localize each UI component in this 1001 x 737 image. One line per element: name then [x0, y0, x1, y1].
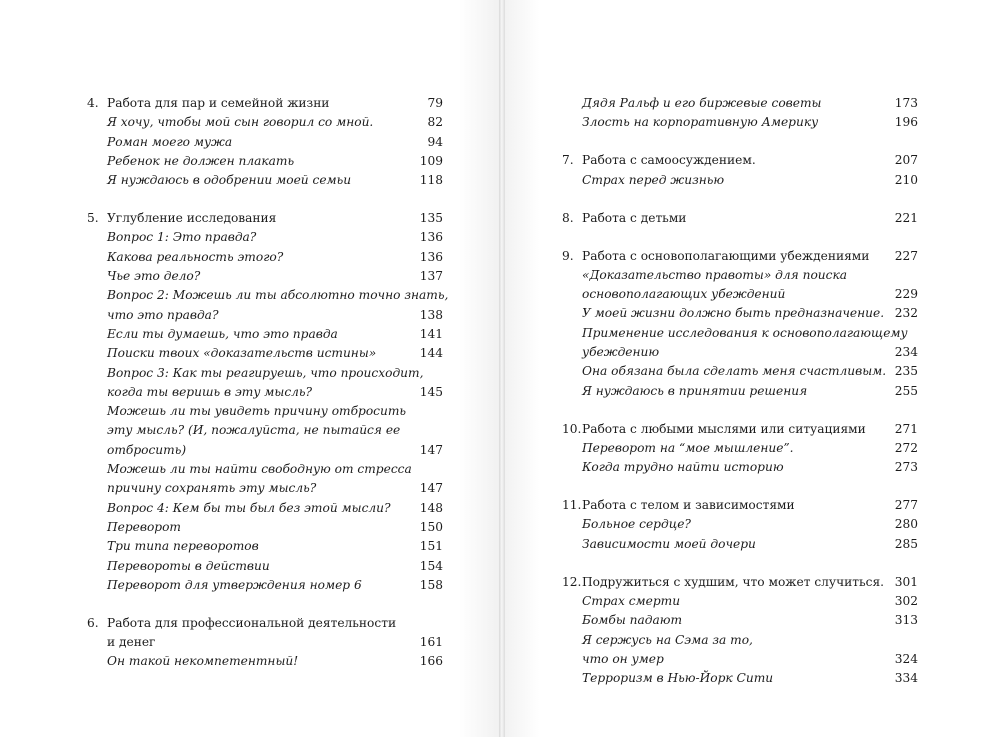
page-number: 235 [894, 364, 918, 379]
page-number: 161 [419, 635, 443, 650]
page-number: 301 [894, 574, 918, 589]
page-number: 227 [894, 248, 918, 263]
sub-entry-title: Она обязана была сделать меня счастливым. [582, 364, 887, 379]
sub-entry-title: Вопрос 3: Как ты реагируешь, что происходит, [107, 365, 424, 380]
dot-leader [759, 151, 892, 161]
toc-chapter-line [562, 209, 918, 228]
toc-sub-entry-line [87, 421, 443, 440]
page-number: 141 [419, 326, 443, 341]
chapter-number: 9. [562, 248, 574, 263]
page-number: 118 [419, 173, 443, 188]
dot-leader [667, 650, 892, 660]
sub-entry-title: Переворот на “мое мышление”. [582, 440, 794, 455]
sub-entry-title: Он такой некомпетентный! [107, 654, 299, 669]
dot-leader [776, 669, 892, 679]
chapter-number: 5. [87, 211, 99, 226]
toc-chapter [562, 573, 918, 689]
dot-leader [273, 557, 417, 567]
dot-leader [810, 382, 892, 392]
dot-leader [262, 537, 417, 547]
page-number: 136 [419, 230, 443, 245]
sub-entry-title: эту мысль? (И, пожалуйста, не пытайся ее [107, 423, 401, 438]
dot-leader [394, 499, 417, 509]
page-number: 271 [894, 421, 918, 436]
dot-leader [376, 113, 420, 123]
page-number: 148 [419, 500, 443, 515]
dot-leader [694, 515, 892, 525]
dot-leader [158, 633, 416, 643]
chapter-title: Работа с телом и зависимостями [582, 498, 795, 513]
sub-entry-title: Перевороты в действии [107, 558, 270, 573]
dot-leader [341, 325, 417, 335]
toc-sub-entry-line [562, 631, 918, 650]
page-number: 138 [419, 307, 443, 322]
chapter-title: и денег [107, 635, 156, 650]
toc-sub-entry-line [562, 94, 918, 113]
toc-chapter-line [562, 247, 918, 266]
toc-chapter-line [87, 94, 443, 113]
dot-leader [787, 458, 892, 468]
sub-entry-title: Ребенок не должен плакать [107, 153, 295, 168]
toc-sub-entry-line [87, 518, 443, 537]
page-number: 135 [419, 211, 443, 226]
page-number: 234 [894, 345, 918, 360]
dot-leader [379, 344, 417, 354]
toc-chapter-line [562, 496, 918, 515]
page-number: 136 [419, 249, 443, 264]
chapter-title: Работа с детьми [582, 210, 687, 225]
dot-leader [315, 383, 417, 393]
toc-sub-entry-line [562, 592, 918, 611]
toc-sub-entry-line [562, 362, 918, 381]
dot-leader [821, 113, 892, 123]
page-number: 196 [894, 115, 918, 130]
page-number: 232 [894, 306, 918, 321]
toc-chapter [562, 209, 918, 228]
toc-sub-entry-line [87, 344, 443, 363]
toc-chapter-line [87, 209, 443, 228]
sub-entry-title: Когда трудно найти историю [582, 460, 784, 475]
chapter-title: Углубление исследования [107, 211, 277, 226]
toc-sub-entry-line [562, 458, 918, 477]
toc-sub-entry-line [562, 304, 918, 323]
toc-sub-entry-line [87, 460, 443, 479]
sub-entry-title: Переворот для утверждения номер 6 [107, 577, 362, 592]
sub-entry-title: Вопрос 4: Кем бы ты был без этой мысли? [107, 500, 391, 515]
page-number: 273 [894, 460, 918, 475]
sub-entry-title: Переворот [107, 519, 181, 534]
toc-sub-entry-line [87, 306, 443, 325]
sub-entry-title: Бомбы падают [582, 613, 683, 628]
page-number: 94 [427, 134, 443, 149]
sub-entry-title: Поиски твоих «доказательств истины» [107, 346, 377, 361]
toc-sub-entry-line [87, 267, 443, 286]
dot-leader [797, 439, 892, 449]
toc-sub-entry-line [87, 325, 443, 344]
page-number: 154 [419, 558, 443, 573]
dot-leader [203, 267, 416, 277]
dot-leader [759, 535, 892, 545]
dot-leader [184, 518, 417, 528]
toc-sub-entry-line [87, 228, 443, 247]
page-number: 158 [419, 577, 443, 592]
sub-entry-title: Я сержусь на Сэма за то, [582, 632, 753, 647]
page-number: 147 [419, 442, 443, 457]
chapter-title: Работа с любыми мыслями или ситуациями [582, 421, 866, 436]
sub-entry-title: Можешь ли ты найти свободную от стресса [107, 462, 412, 477]
page-number: 166 [419, 654, 443, 669]
sub-entry-title: отбросить) [107, 442, 187, 457]
dot-leader [887, 304, 892, 314]
dot-leader [221, 306, 416, 316]
toc-chapter [87, 209, 449, 595]
page-number: 151 [419, 539, 443, 554]
dot-leader [279, 209, 416, 219]
chapter-title: Работа с основополагающими убеждениями [582, 248, 870, 263]
dot-leader [788, 285, 891, 295]
page-number: 277 [894, 498, 918, 513]
sub-entry-title: «Доказательство правоты» для поиска [582, 267, 848, 282]
toc-sub-entry-line [87, 652, 443, 671]
toc-sub-entry-line [87, 248, 443, 267]
toc-sub-entry-line [562, 439, 918, 458]
toc-chapter [562, 151, 918, 190]
toc-sub-entry-line [562, 285, 918, 304]
sub-entry-title: основополагающих убеждений [582, 287, 786, 302]
dot-leader [872, 247, 891, 257]
sub-entry-title: Я хочу, чтобы мой сын говорил со мной. [107, 115, 374, 130]
sub-entry-title: убеждению [582, 345, 660, 360]
sub-entry-title: Зависимости моей дочери [582, 536, 756, 551]
sub-entry-title: что это правда? [107, 307, 219, 322]
page-number: 229 [894, 287, 918, 302]
toc-chapter [562, 496, 918, 554]
page-number: 207 [894, 153, 918, 168]
page-number: 144 [419, 346, 443, 361]
toc-sub-entry-line [562, 535, 918, 554]
toc-sub-entry-line [87, 113, 443, 132]
page-number: 137 [419, 269, 443, 284]
page-number: 324 [894, 651, 918, 666]
sub-entry-title: Страх перед жизнью [582, 172, 725, 187]
toc-sub-entry-line [87, 441, 443, 460]
dot-leader [869, 420, 892, 430]
dot-leader [685, 611, 892, 621]
toc-chapter-line [87, 633, 443, 652]
sub-entry-title: Вопрос 1: Это правда? [107, 230, 257, 245]
sub-entry-title: Больное сердце? [582, 517, 691, 532]
toc-sub-entry-line [562, 382, 918, 401]
toc-sub-entry-line [562, 113, 918, 132]
page-number: 150 [419, 519, 443, 534]
dot-leader [189, 441, 417, 451]
toc-chapter [87, 614, 443, 672]
page-number: 79 [427, 96, 443, 110]
sub-entry-title: когда ты веришь в эту мысль? [107, 384, 313, 399]
toc-sub-entry-line [87, 499, 443, 518]
sub-entry-title: Если ты думаешь, что это правда [107, 326, 338, 341]
toc-sub-entry-line [87, 152, 443, 171]
page-number: 302 [894, 594, 918, 609]
chapter-title: Подружиться с худшим, что может случиться. [582, 574, 885, 589]
sub-entry-title: Три типа переворотов [107, 539, 259, 554]
dot-leader [259, 228, 416, 238]
chapter-number: 8. [562, 210, 574, 225]
page-number: 272 [894, 440, 918, 455]
toc-chapter-line [87, 614, 443, 633]
page-number: 280 [894, 517, 918, 532]
toc-sub-entry-line [562, 611, 918, 630]
sub-entry-title: что он умер [582, 651, 664, 666]
toc-sub-entry-line [562, 669, 918, 688]
page-number: 82 [427, 115, 443, 130]
toc-chapter-line [562, 573, 918, 592]
toc-sub-entry-line [87, 171, 443, 190]
toc-sub-entry-line [87, 402, 443, 421]
page-number: 145 [419, 384, 443, 399]
chapter-number: 10. [562, 421, 582, 436]
toc-sub-entry-line [87, 557, 443, 576]
page-number: 285 [894, 536, 918, 551]
sub-entry-title: Роман моего мужа [107, 134, 233, 149]
chapter-number: 6. [87, 615, 99, 630]
toc-sub-entry-line [87, 479, 443, 498]
sub-entry-title: Применение исследования к основополагающему [582, 325, 908, 340]
chapter-title: Работа для профессиональной деятельности [107, 615, 397, 630]
toc-sub-entry-line [562, 343, 918, 362]
sub-entry-title: Дядя Ральф и его биржевые советы [582, 96, 822, 110]
chapter-number: 4. [87, 96, 99, 110]
page-number: 109 [419, 153, 443, 168]
page-number: 334 [894, 671, 918, 686]
chapter-title: Работа с самоосуждением. [582, 153, 756, 168]
toc-sub-entry-line [87, 133, 443, 152]
dot-leader [662, 343, 892, 353]
toc-chapter [87, 94, 443, 190]
toc-sub-entry-line [562, 171, 918, 190]
toc-right-column [562, 94, 918, 689]
sub-entry-title: Вопрос 2: Можешь ли ты абсолютно точно знать, [107, 288, 449, 303]
sub-entry-title: Страх смерти [582, 594, 681, 609]
toc-sub-entry-line [87, 364, 443, 383]
page-number: 221 [894, 210, 918, 225]
sub-entry-title: причину сохранять эту мысль? [107, 481, 317, 496]
toc-chapter [562, 420, 918, 478]
sub-entry-title: Я нуждаюсь в одобрении моей семьи [107, 173, 352, 188]
toc-sub-entry-line [562, 324, 918, 343]
toc-continued-block [562, 94, 918, 133]
toc-sub-entry-line [87, 537, 443, 556]
toc-sub-entry-line [562, 515, 918, 534]
dot-leader [727, 171, 892, 181]
dot-leader [297, 152, 417, 162]
toc-left-column [87, 94, 449, 672]
sub-entry-title: Я нуждаюсь в принятии решения [582, 383, 808, 398]
page-number: 210 [894, 172, 918, 187]
toc-sub-entry-line [562, 650, 918, 669]
dot-leader [301, 652, 417, 662]
dot-leader [683, 592, 892, 602]
sub-entry-title: Чье это дело? [107, 269, 201, 284]
chapter-number: 11. [562, 498, 582, 513]
page-number: 255 [894, 383, 918, 398]
chapter-title: Работа для пар и семейной жизни [107, 96, 330, 110]
dot-leader [354, 171, 417, 181]
sub-entry-title: У моей жизни должно быть предназначение. [582, 306, 885, 321]
page-number: 147 [419, 481, 443, 496]
toc-sub-entry-line [87, 383, 443, 402]
toc-sub-entry-line [87, 286, 449, 305]
chapter-number: 7. [562, 153, 574, 168]
toc-chapter-line [562, 151, 918, 170]
dot-leader [365, 576, 417, 586]
sub-entry-title: Какова реальность этого? [107, 249, 284, 264]
dot-leader [319, 479, 416, 489]
dot-leader [798, 496, 892, 506]
dot-leader [286, 248, 417, 258]
dot-leader [332, 94, 420, 104]
dot-leader [887, 573, 892, 583]
page-number: 173 [894, 96, 918, 110]
dot-leader [235, 133, 420, 143]
page-number: 313 [894, 613, 918, 628]
toc-sub-entry-line [87, 576, 443, 595]
dot-leader [689, 209, 891, 219]
toc-sub-entry-line [562, 266, 918, 285]
sub-entry-title: Можешь ли ты увидеть причину отбросить [107, 404, 407, 419]
sub-entry-title: Злость на корпоративную Америку [582, 115, 819, 130]
sub-entry-title: Терроризм в Нью-Йорк Сити [582, 671, 774, 686]
dot-leader [889, 362, 892, 372]
chapter-number: 12. [562, 574, 582, 589]
toc-chapter-line [562, 420, 918, 439]
toc-chapter [562, 247, 918, 401]
dot-leader [824, 94, 891, 104]
